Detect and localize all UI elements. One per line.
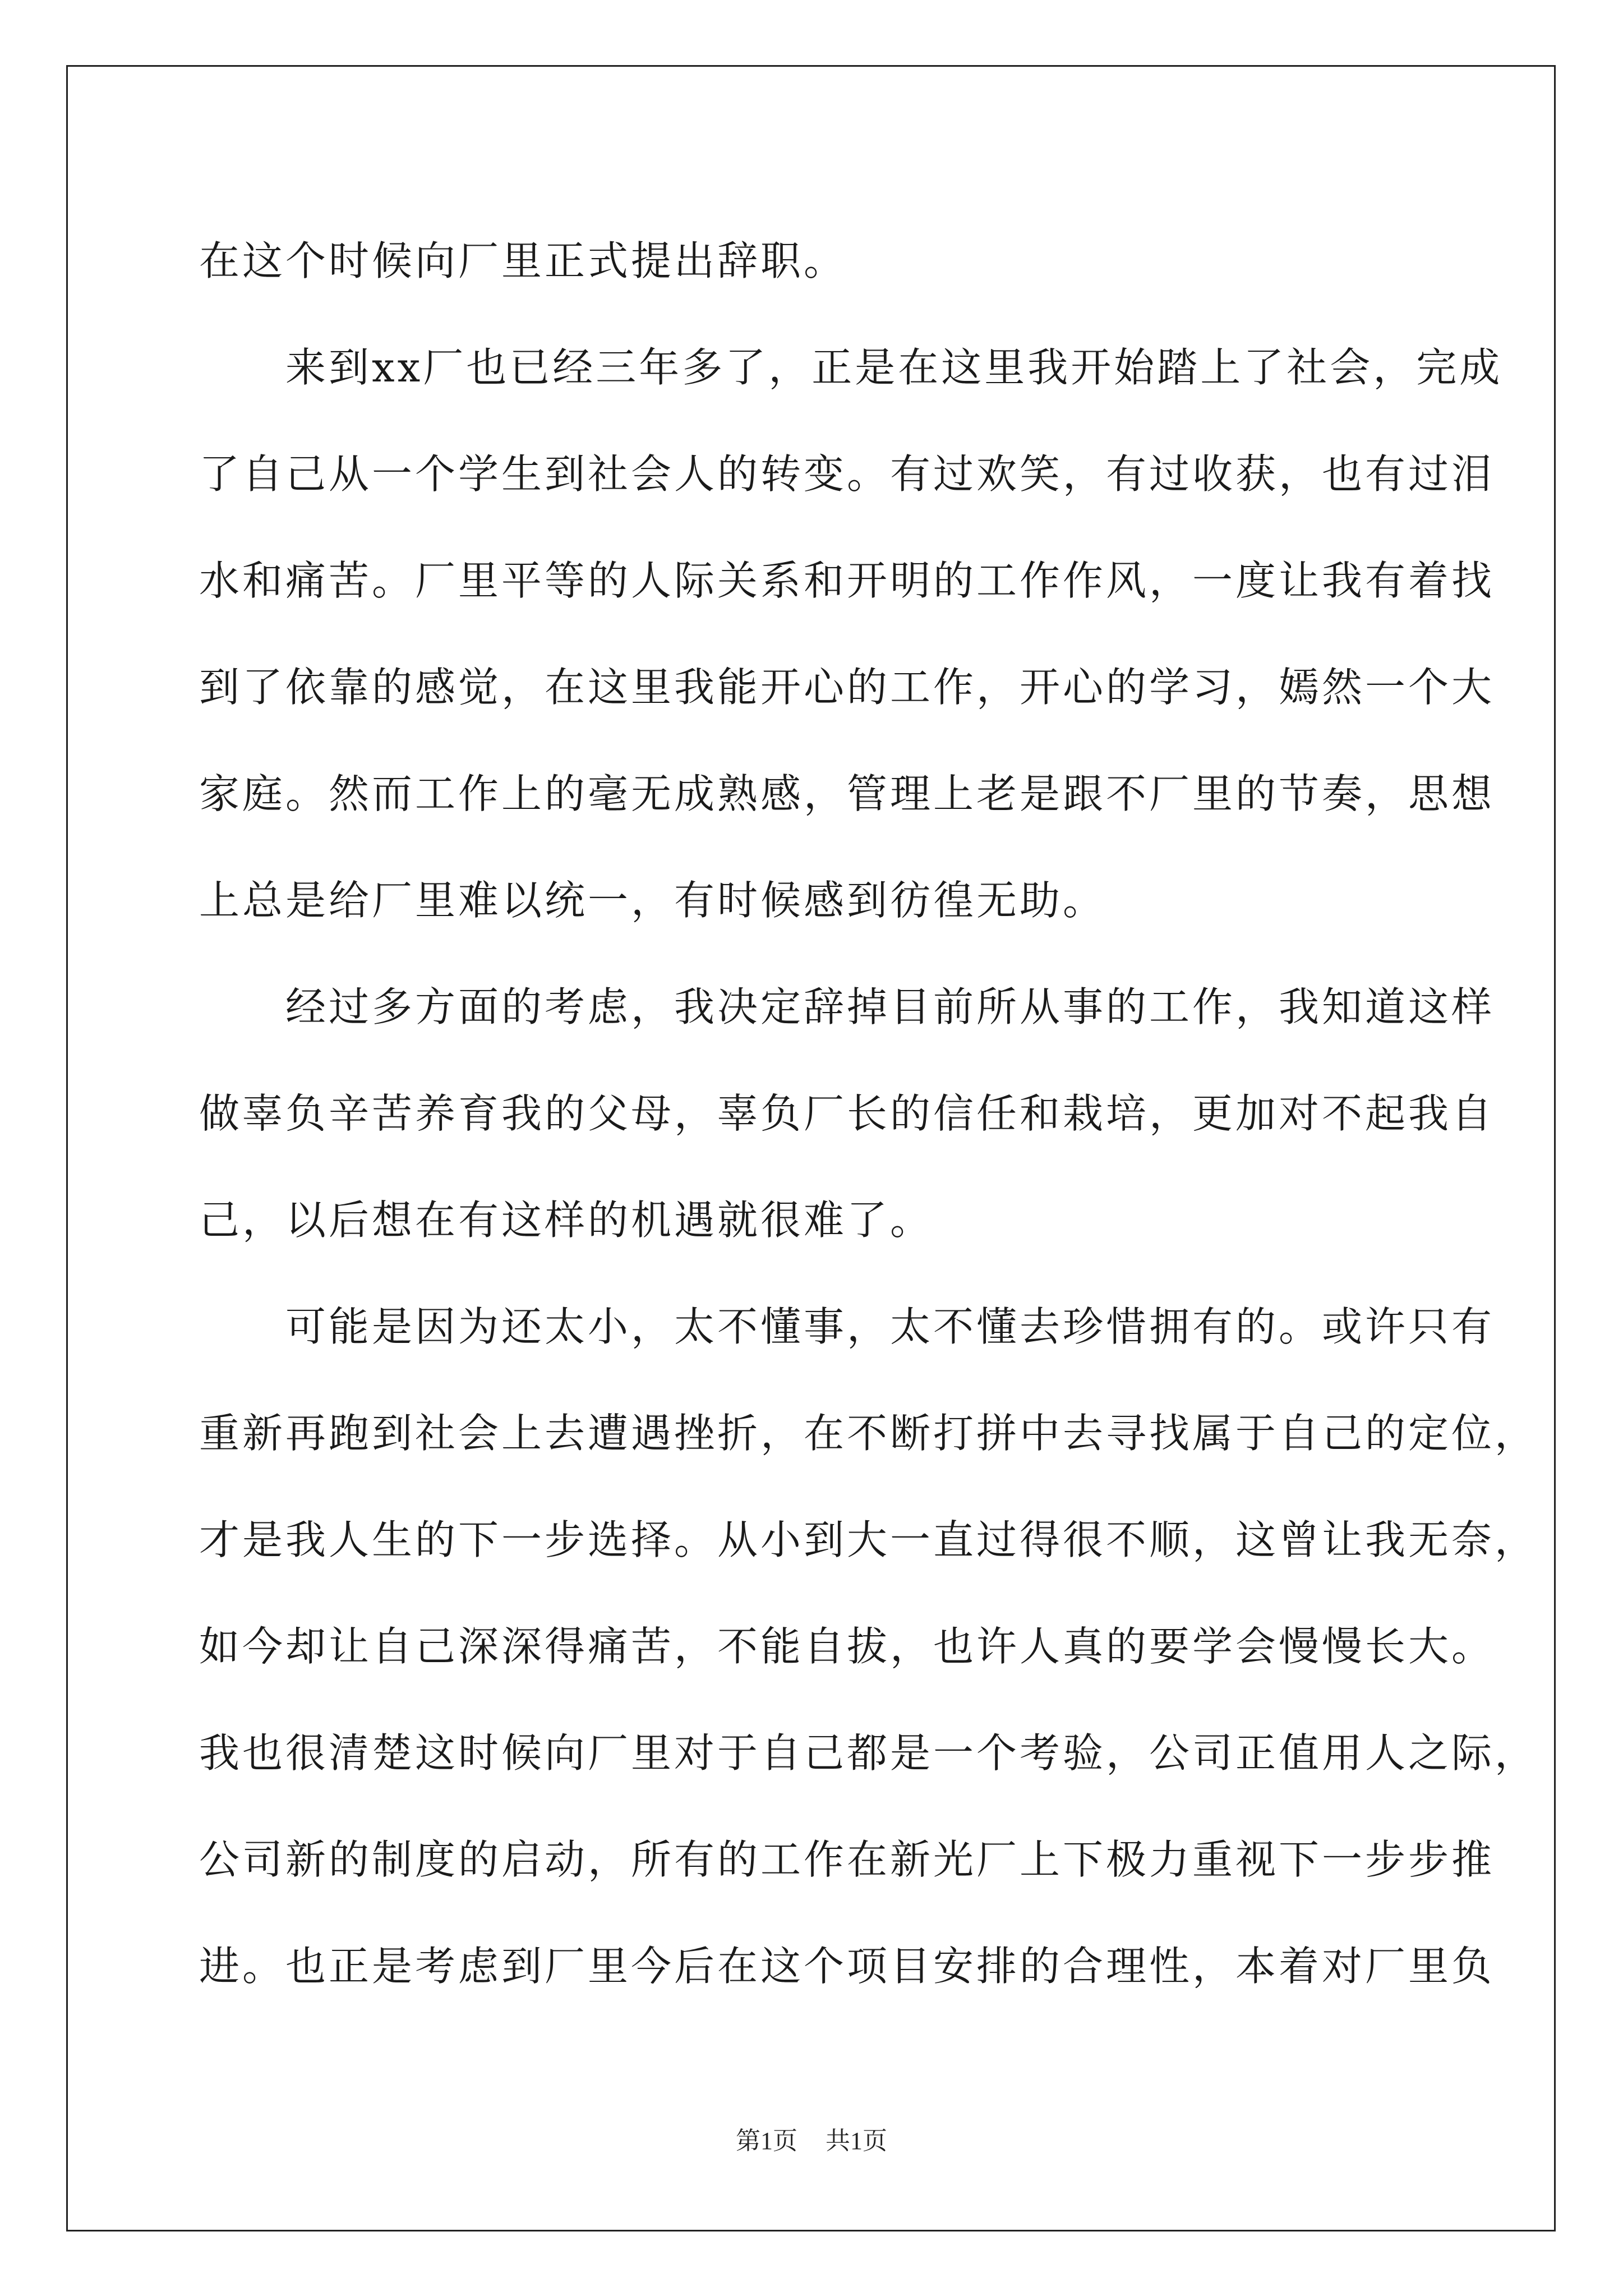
text-line: 公司新的制度的启动，所有的工作在新光厂上下极力重视下一步步推 bbox=[199, 1836, 1495, 1883]
text-line: 如今却让自己深深得痛苦，不能自拔，也许人真的要学会慢慢长大。 bbox=[199, 1623, 1495, 1670]
text-line: 到了依靠的感觉，在这里我能开心的工作，开心的学习，嫣然一个大 bbox=[199, 664, 1495, 711]
text-line: 做辜负辛苦养育我的父母，辜负厂长的信任和栽培，更加对不起我自 bbox=[199, 1090, 1495, 1137]
page-number-current: 第1页 bbox=[736, 2127, 797, 2155]
text-line: 上总是给厂里难以统一，有时候感到彷徨无助。 bbox=[199, 877, 1106, 924]
text-line: 经过多方面的考虑，我决定辞掉目前所从事的工作，我知道这样 bbox=[199, 983, 1495, 1030]
text-line: 重新再跑到社会上去遭遇挫折，在不断打拼中去寻找属于自己的定位， bbox=[199, 1410, 1538, 1457]
document-body bbox=[199, 208, 1538, 2019]
text-line: 我也很清楚这时候向厂里对于自己都是一个考验，公司正值用人之际， bbox=[199, 1729, 1538, 1777]
text-line: 进。也正是考虑到厂里今后在这个项目安排的合理性，本着对厂里负 bbox=[199, 1943, 1495, 1990]
text-line: 来到xx厂也已经三年多了，正是在这里我开始踏上了社会，完成 bbox=[199, 344, 1503, 391]
text-line: 水和痛苦。厂里平等的人际关系和开明的工作作风，一度让我有着找 bbox=[199, 557, 1495, 604]
text-line: 己，以后想在有这样的机遇就很难了。 bbox=[199, 1197, 934, 1244]
page-footer bbox=[0, 2120, 1623, 2156]
text-line: 在这个时候向厂里正式提出辞职。 bbox=[199, 237, 847, 284]
text-line: 可能是因为还太小，太不懂事，太不懂去珍惜拥有的。或许只有 bbox=[199, 1303, 1495, 1350]
text-line: 了自己从一个学生到社会人的转变。有过欢笑，有过收获，也有过泪 bbox=[199, 450, 1495, 498]
page-number-total: 共1页 bbox=[826, 2127, 887, 2155]
text-line: 家庭。然而工作上的毫无成熟感，管理上老是跟不厂里的节奏，思想 bbox=[199, 770, 1495, 817]
text-line: 才是我人生的下一步选择。从小到大一直过得很不顺，这曾让我无奈， bbox=[199, 1516, 1538, 1563]
